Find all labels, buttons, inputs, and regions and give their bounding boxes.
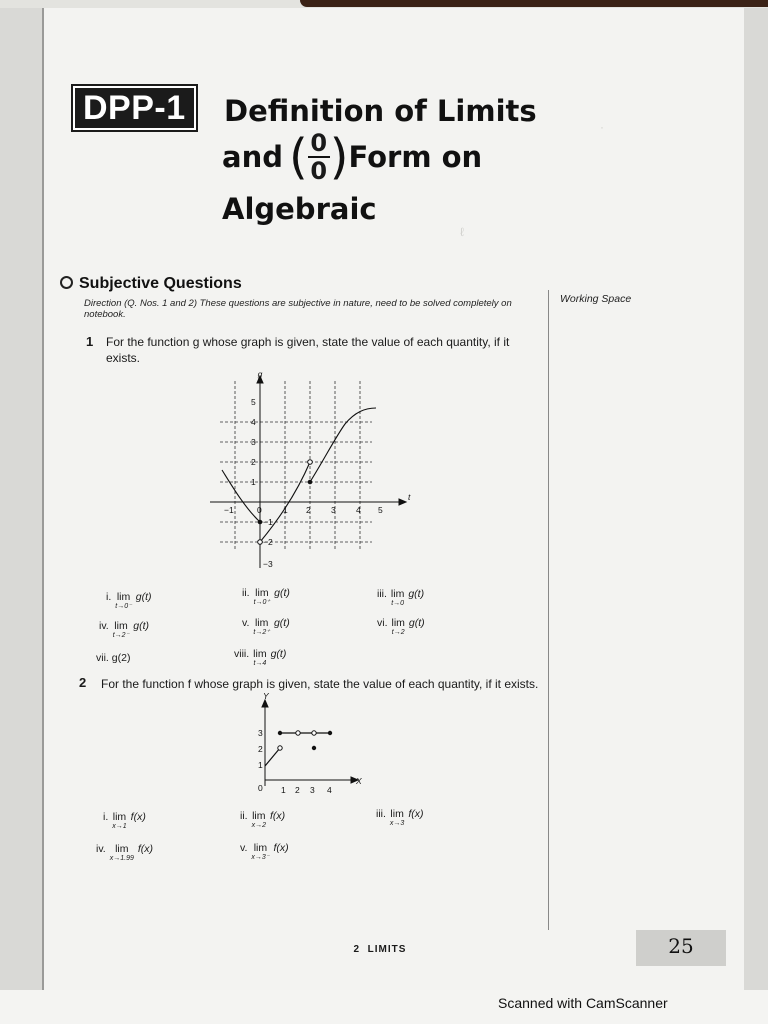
q2-y-tick: 3	[258, 728, 263, 738]
q1-y-tick: 4	[251, 417, 256, 427]
q1-y-tick: 1	[251, 477, 256, 487]
title-line-3: Algebraic	[222, 192, 377, 226]
q2-graph	[250, 690, 370, 800]
q1-item-vii: vii. g(2)	[96, 652, 131, 664]
filled-point	[278, 731, 282, 735]
limit-expression: lim t→2⁻	[112, 620, 130, 639]
bleed-through-mark: ℓ	[460, 225, 464, 239]
limit-expression: lim x→3	[389, 808, 405, 827]
q2-x-axis-label: X	[356, 776, 362, 786]
q1-x-tick: 1	[283, 505, 288, 515]
fraction-denominator: 0	[310, 157, 328, 185]
q1-x-tick: −1	[224, 505, 234, 515]
limit-expression: lim x→1	[112, 811, 127, 830]
chapter-footer	[300, 944, 460, 955]
limit-expression: lim t→2⁺	[253, 617, 270, 636]
open-point	[258, 540, 263, 545]
bleed-through-mark: ·	[600, 120, 604, 134]
bullet-icon	[60, 276, 73, 289]
open-point	[278, 746, 282, 750]
section-heading-text: Subjective Questions	[79, 275, 242, 292]
q2-x-tick: 2	[295, 785, 300, 795]
q1-graph	[200, 368, 415, 576]
limit-expression: lim t→0⁺	[253, 587, 271, 606]
q1-x-tick: 2	[306, 505, 311, 515]
filled-point	[328, 731, 332, 735]
q2-number: 2	[79, 675, 87, 690]
q1-item-iii: iii. lim t→0 g(t)	[377, 588, 425, 607]
book-cover-edge	[300, 0, 768, 7]
q1-item-vi: vi. lim t→2 g(t)	[377, 617, 425, 636]
q2-y-tick: 1	[258, 760, 263, 770]
working-space-label: Working Space	[560, 293, 632, 305]
q2-item-v: v. lim x→3⁻ f(x)	[240, 842, 289, 861]
open-point	[312, 731, 316, 735]
q1-y-tick: 3	[251, 437, 256, 447]
q2-x-tick: 1	[281, 785, 286, 795]
q2-item-ii: ii. lim x→2 f(x)	[240, 810, 286, 829]
q2-item-i: i. lim x→1 f(x)	[103, 811, 146, 830]
q1-item-ii: ii. lim t→0⁺ g(t)	[242, 587, 290, 606]
q1-axes	[210, 376, 406, 568]
q2-y-axis-label: Y	[263, 691, 269, 701]
q1-y-tick: 5	[251, 397, 256, 407]
dpp-badge: DPP-1	[73, 86, 196, 130]
right-paren: )	[329, 129, 349, 185]
q2-x-tick: 3	[310, 785, 315, 795]
q2-x-tick: 4	[327, 785, 332, 795]
q1-y-axis-label: g	[257, 369, 263, 379]
open-point	[296, 731, 300, 735]
q1-x-axis-label: t	[408, 492, 411, 502]
title-and: and	[222, 140, 283, 174]
q2-points	[278, 731, 332, 750]
working-space-divider	[548, 290, 549, 930]
q2-x-tick: 0	[258, 783, 263, 793]
q1-item-viii: viii. lim t→4 g(t)	[234, 648, 287, 667]
q2-item-iii: iii. lim x→3 f(x)	[376, 808, 424, 827]
q1-item-v: v. lim t→2⁺ g(t)	[242, 617, 290, 636]
limit-expression: lim t→0⁻	[115, 591, 132, 610]
limit-expression: lim x→1.99	[109, 843, 134, 862]
limit-expression: lim x→3⁻	[251, 842, 270, 861]
q2-item-iv: iv. lim x→1.99 f(x)	[96, 843, 154, 862]
limit-expression: lim t→0	[390, 588, 405, 607]
top-edge	[0, 0, 768, 8]
q1-x-tick: 4	[356, 505, 361, 515]
title-line-1: Definition of Limits	[224, 94, 537, 128]
q1-y-tick: −3	[263, 559, 273, 569]
open-point	[308, 460, 313, 465]
q1-x-tick: 3	[331, 505, 336, 515]
limit-expression: lim t→2	[391, 617, 405, 636]
scanner-watermark: Scanned with CamScanner	[498, 995, 668, 1011]
section-heading	[60, 275, 242, 293]
limit-expression: lim t→4	[253, 648, 267, 667]
q2-y-tick: 2	[258, 744, 263, 754]
q2-axes	[262, 700, 358, 786]
title-form: Form on	[348, 140, 483, 174]
q1-grid	[220, 381, 372, 550]
left-paren: (	[288, 129, 308, 185]
q2-tick-labels	[258, 691, 362, 795]
filled-point	[308, 480, 313, 485]
chapter-name: LIMITS	[367, 944, 407, 955]
q1-y-tick: −1	[263, 517, 273, 527]
filled-point	[312, 746, 316, 750]
filled-point	[258, 520, 263, 525]
title-line-2	[222, 130, 482, 184]
q1-x-tick: 5	[378, 505, 383, 515]
q1-item-i: i. lim t→0⁻ g(t)	[106, 591, 152, 610]
q1-y-tick: 2	[251, 457, 256, 467]
zero-over-zero-fraction	[308, 130, 330, 184]
limit-expression: lim x→2	[251, 810, 266, 829]
q2-curve	[265, 733, 330, 766]
chapter-number: 2	[353, 944, 361, 955]
direction-text: Direction (Q. Nos. 1 and 2) These questions are subjective in nature, need to be solved completely on notebook.	[84, 298, 512, 320]
q1-x-tick: 0	[257, 505, 262, 515]
q2-text: For the function f whose graph is given, state the value of each quantity, if it exists.	[101, 677, 539, 691]
q1-y-tick: −2	[263, 537, 273, 547]
page-number: 25	[636, 930, 726, 966]
q1-text: For the function g whose graph is given, state the value of each quantity, if it exists.	[106, 335, 510, 365]
fraction-numerator: 0	[310, 129, 328, 157]
q1-number: 1	[86, 334, 94, 349]
q1-item-iv: iv. lim t→2⁻ g(t)	[99, 620, 150, 639]
